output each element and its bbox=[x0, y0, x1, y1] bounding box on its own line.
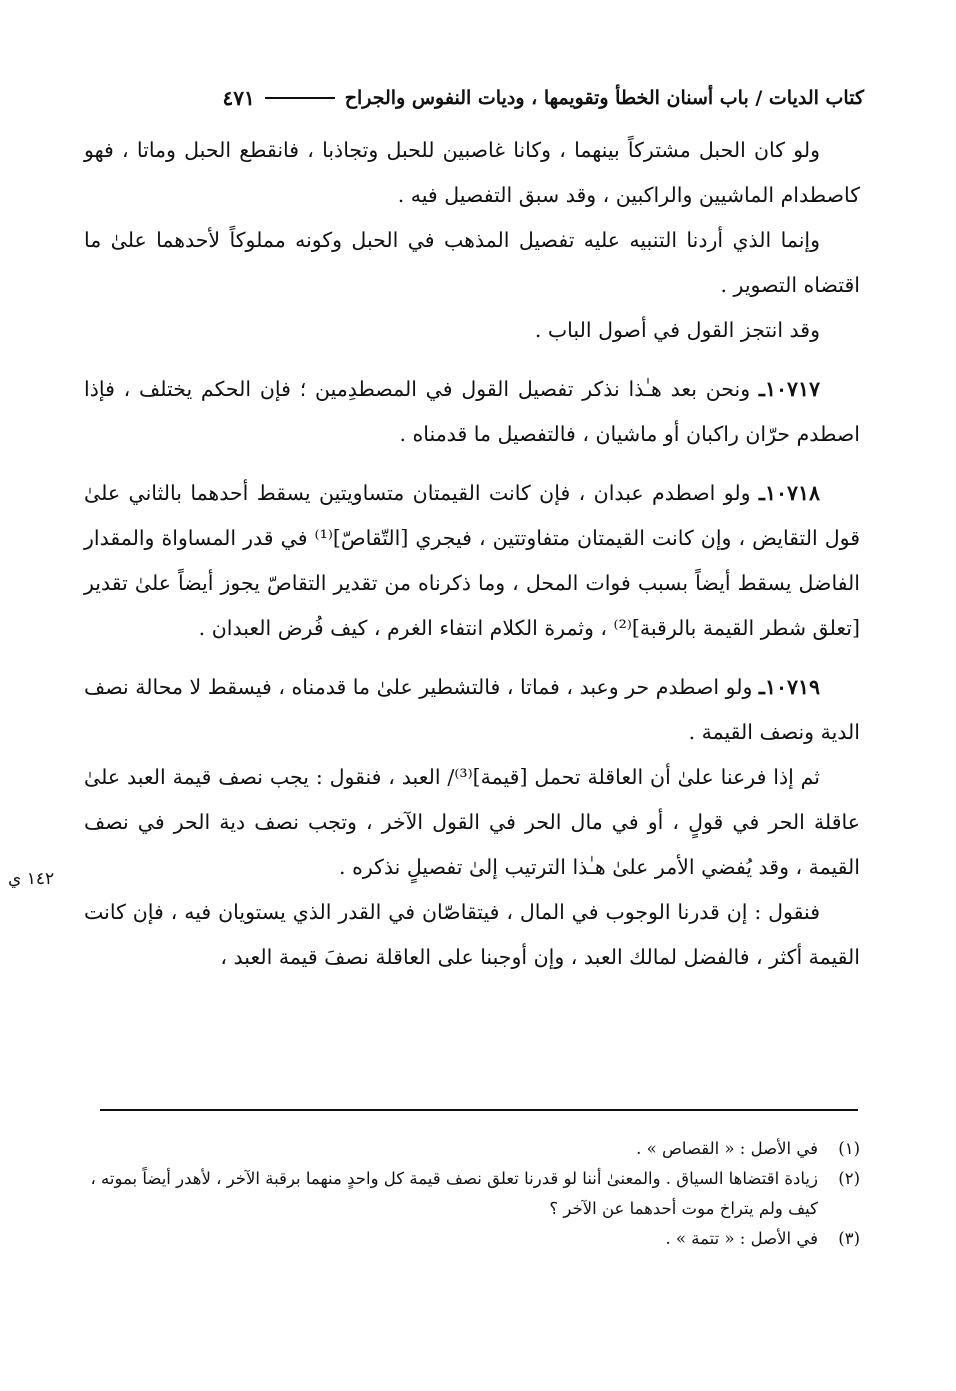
paragraph-number: ١٠٧١٧ـ bbox=[758, 377, 820, 401]
paragraph: فنقول : إن قدرنا الوجوب في المال ، فيتقاصّان في القدر الذي يستويان فيه ، فإن كانت القيمة أكثر ، فالفضل لمالك العبد ، وإن أوجبنا على العاقلة نصفَ قيمة العبد ، bbox=[84, 900, 860, 969]
numbered-paragraph: ١٠٧١٨ـ ولو اصطدم عبدان ، فإن كانت القيمتان متساويتين يسقط أحدهما بالثاني علىٰ قول التقايض ، وإن كانت القيمتان متفاوتتين ، فيجري [التّقاصّ]⁽¹⁾ في قدر المساواة والمقدار الفاضل يسقط أيضاً بسبب فوات المحل ، وما ذكرناه من تقدير التقاصّ يجوز أيضاً علىٰ تقدير [تعلق شطر القيمة بالرقبة]⁽²⁾ ، وثمرة الكلام انتفاء الغرم ، كيف فُرض العبدان . bbox=[84, 481, 860, 640]
running-title: كتاب الديات / باب أسنان الخطأ وتقويمها ، وديات النفوس والجراح bbox=[344, 87, 864, 109]
paragraph: ولو كان الحبل مشتركاً بينهما ، وكانا غاصبين للحبل وتجاذبا ، فانقطع الحبل وماتا ، فهو كاصطدام الماشيين والراكبين ، وقد سبق التفصيل فيه . bbox=[84, 138, 860, 207]
paragraph: وقد انتجز القول في أصول الباب . bbox=[534, 318, 820, 342]
footnote bbox=[84, 1134, 860, 1164]
footnote bbox=[84, 1164, 860, 1224]
footnotes bbox=[84, 1134, 860, 1254]
paragraph: وإنما الذي أردنا التنبيه عليه تفصيل المذهب في الحبل وكونه مملوكاً لأحدهما علىٰ ما اقتضاه التصوير . bbox=[84, 228, 860, 297]
footnote-text: في الأصل : « تتمة » . bbox=[665, 1229, 818, 1248]
footnote-mark: (٣) bbox=[838, 1229, 860, 1248]
page-header bbox=[110, 80, 864, 116]
footnote-text: في الأصل : « القصاص » . bbox=[636, 1139, 818, 1158]
footnote-mark: (١) bbox=[838, 1139, 860, 1158]
paragraph: ثم إذا فرعنا علىٰ أن العاقلة تحمل [قيمة]⁽³⁾/ العبد ، فنقول : يجب نصف قيمة العبد علىٰ عاقلة الحر في قولٍ ، أو في مال الحر في القول الآخر ، وتجب نصف دية الحر في نصف القيمة ، وقد يُفضي الأمر علىٰ هـٰذا الترتيب إلىٰ تفصيلٍ نذكره . bbox=[84, 765, 860, 879]
page-number: ٤٧١ bbox=[222, 86, 255, 110]
manuscript-folio-note: ١٤٢ ي bbox=[8, 869, 55, 889]
footnote-divider bbox=[100, 1109, 858, 1111]
footnote-text: زيادة اقتضاها السياق . والمعنىٰ أننا لو قدرنا تعلق نصف قيمة كل واحدٍ منهما برقبة الآخر ، لأهدر أيضاً بموته ، كيف ولم يتراخ موت أحدهما عن الآخر ؟ bbox=[90, 1169, 818, 1218]
header-rule bbox=[265, 97, 335, 99]
footnote bbox=[84, 1224, 860, 1254]
paragraph-number: ١٠٧١٩ـ bbox=[758, 675, 820, 699]
numbered-paragraph: ١٠٧١٩ـ ولو اصطدم حر وعبد ، فماتا ، فالتشطير علىٰ ما قدمناه ، فيسقط لا محالة نصف الدية ونصف القيمة . bbox=[84, 675, 860, 744]
main-text bbox=[84, 128, 860, 980]
footnote-mark: (٢) bbox=[838, 1169, 860, 1188]
numbered-paragraph: ١٠٧١٧ـ ونحن بعد هـٰذا نذكر تفصيل القول في المصطدِمين ؛ فإن الحكم يختلف ، فإذا اصطدم حرّان راكبان أو ماشيان ، فالتفصيل ما قدمناه . bbox=[84, 377, 860, 446]
paragraph-number: ١٠٧١٨ـ bbox=[758, 481, 820, 505]
